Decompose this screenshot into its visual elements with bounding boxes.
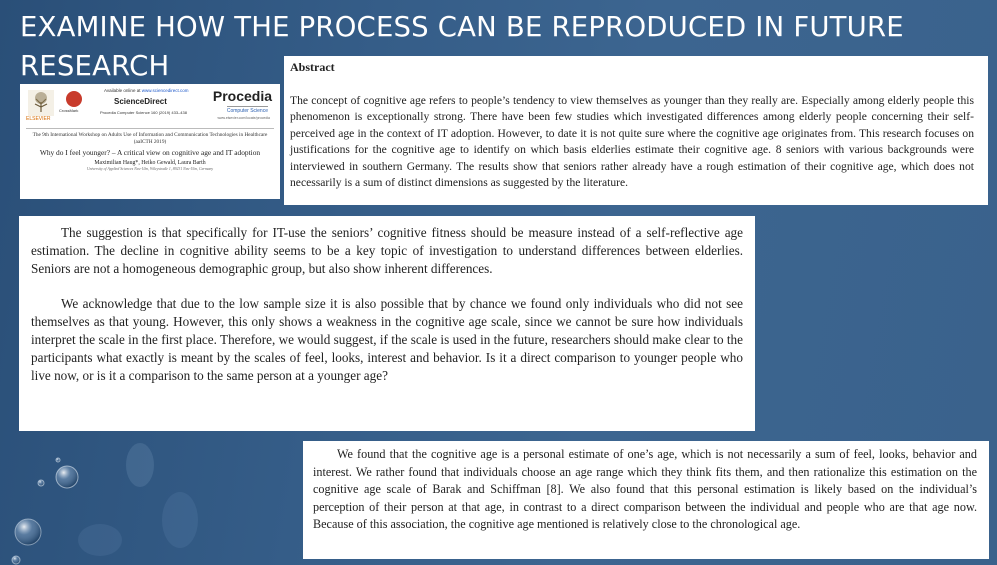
sciencedirect-label: ScienceDirect [114,97,167,106]
crossmark-icon [66,91,82,107]
conclusion-paragraph: We found that the cognitive age is a personal estimate of one’s age, which is not necessarily a sum of feel, looks, behavior and interest. We rather found that individuals choose an age range which they think fits them, and then rationalize this estimation on the cognitive age scale of Barak and Schiffman [8]. We also found that this personal estimation is likely based on the individual’s perception of their person at that age, in contrast to a direct comparison between the individual and people who are that age now. Because of this association, the cognitive age mentioned is relatively close to the chronological age. [313,447,977,532]
slide-title: EXAMINE HOW THE PROCESS CAN BE REPRODUCED IN FUTURE RESEARCH [20,11,904,82]
discussion-paragraph-1: The suggestion is that specifically for IT-use the seniors’ cognitive fitness should be measure instead of a self-reflective age estimation. The decline in cognitive ability seems to be a key topic of investigation to understand differences between elderlies. Seniors are not a homogeneous demographic group, but also show inherent differences. [31,225,743,276]
journal-reference: Procedia Computer Science 160 (2019) 433–438 [100,110,187,115]
drop-7 [162,492,198,548]
header-divider [26,128,274,129]
paper-affiliation: University of Applied Sciences Neu-Ulm, Wileystraße 1, 89231 Neu-Ulm, Germany [86,167,214,171]
crossmark-label: CrossMark [59,108,79,113]
elsevier-tree-icon [28,90,54,116]
paper-header-top [26,88,274,126]
drop-5 [12,556,20,564]
water-drops-decoration [0,420,300,565]
workshop-name: The 9th International Workshop on Adults Use of Information and Communication Technologies in Healthcare (aaICTH 2019) [32,132,268,145]
drop-3 [56,458,60,462]
drop-4 [15,519,41,545]
conclusion-box [303,441,989,559]
paper-authors: Maximilian Haug*, Heiko Gewald, Laura Barth [94,160,206,166]
abstract-body: The concept of cognitive age refers to people’s tendency to view themselves as younger than they really are. Especially among elderly people this phenomenon is exceptionally strong. There have been few studies which investigated differences among elderly people concerning their self-perceived age in the context of IT adoption. However, to date it is not quite sure where the cognitive age originates from. This research focuses on justifications for the cognitive age to identify on which basis elderlies estimate their cognitive age. 8 seniors with various backgrounds were interviewed in southern Germany. The results show that seniors rather already have a rough estimation of their cognitive age, which does not necessarily is a sum of distinct dimensions as suggested by the literature. [290,94,974,190]
discussion-box [19,216,755,431]
available-online: Available online at www.sciencedirect.com [104,88,189,93]
paper-title: Why do I feel younger? – A critical view on cognitive age and IT adoption [39,148,261,157]
procedia-url: www.elsevier.com/locate/procedia [217,116,270,120]
abstract-heading: Abstract [290,60,335,74]
drop-6 [126,443,154,487]
procedia-label: Procedia [212,88,272,104]
discussion-paragraph-2: We acknowledge that due to the low sample size it is also possible that by chance we found only individuals who did not see themselves as that young. However, this only shows a weakness in the cognitive age scale, since we cannot be sure how individuals interpret the scale in the first place. Therefore, we would suggest, if the scale is used in the future, researchers should make clear to the participants what exactly is meant by the scales of feel, looks, interest and behavior. Is it a direct comparison to younger people who live now, or is it a comparison to the same person at a younger age? [31,296,743,383]
abstract-box [284,56,988,205]
drop-1 [56,466,78,488]
sciencedirect-url: www.sciencedirect.com [141,88,189,93]
drop-8 [78,524,122,556]
drop-2 [38,480,44,486]
paper-header-image [20,84,280,199]
elsevier-label: ELSEVIER [26,116,51,122]
procedia-subtitle: Computer Science [226,108,268,114]
